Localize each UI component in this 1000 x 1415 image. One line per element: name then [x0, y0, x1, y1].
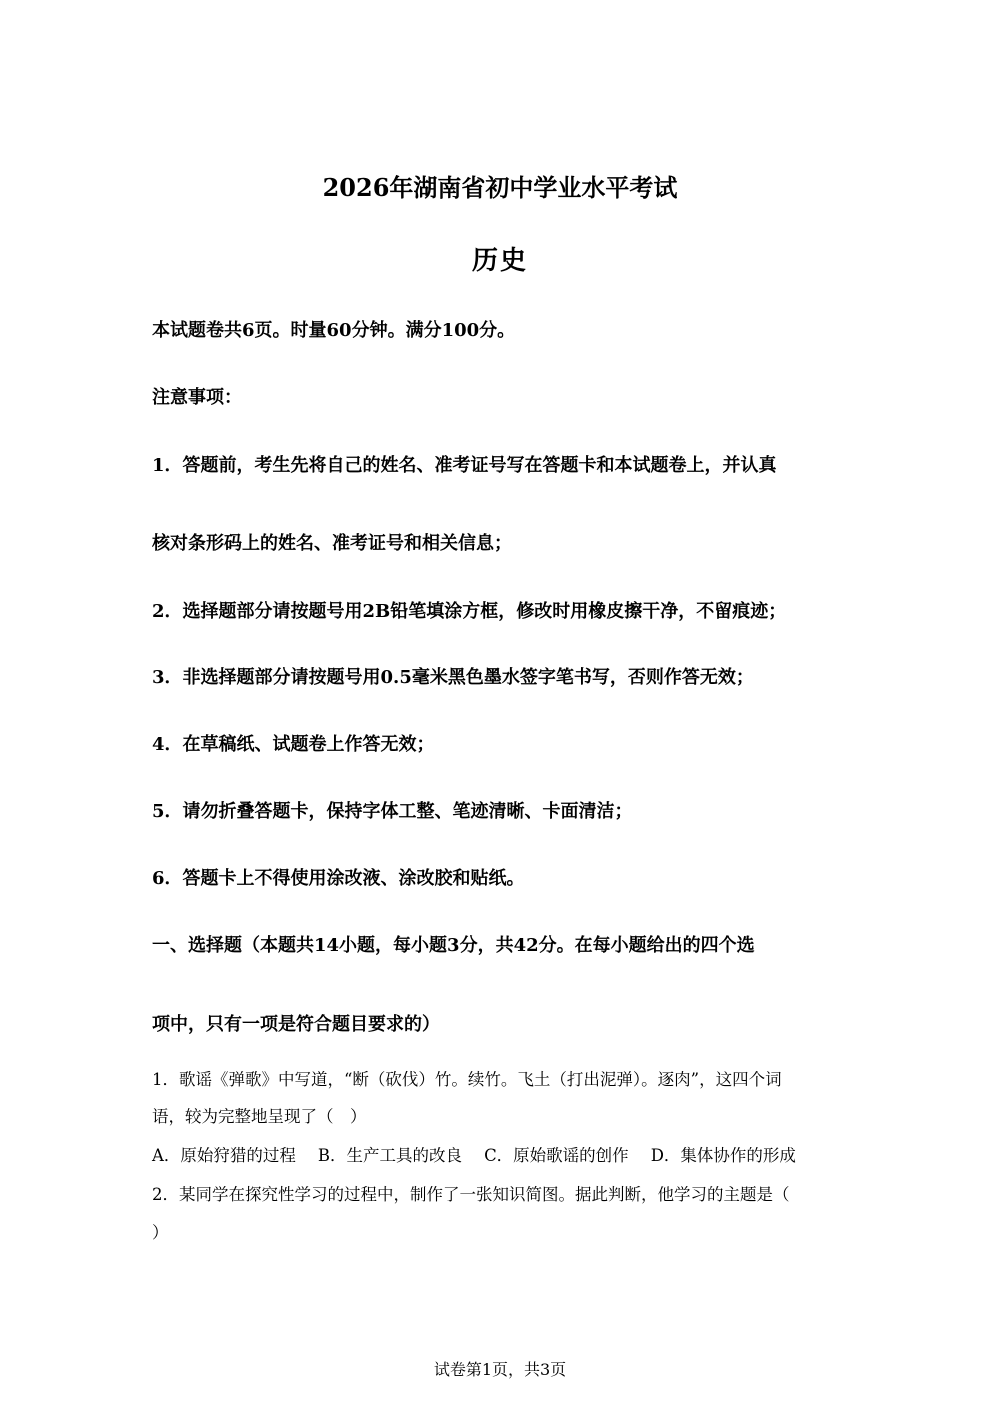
notice-1-line-1: 1．答题前，考生先将自己的姓名、准考证号写在答题卡和本试题卷上，并认真	[152, 455, 777, 476]
exam-title: 2026年湖南省初中学业水平考试	[322, 173, 678, 202]
option-b: B．生产工具的改良	[317, 1146, 463, 1165]
option-c: C．原始歌谣的创作	[484, 1146, 629, 1165]
option-d: D．集体协作的形成	[650, 1146, 796, 1165]
question-1-options	[152, 1142, 796, 1166]
notice-heading: 注意事项：	[152, 387, 242, 408]
notice-2: 2．选择题部分请按题号用2B铅笔填涂方框，修改时用橡皮擦干净，不留痕迹；	[152, 601, 787, 622]
section-heading-line-1: 一、选择题（本题共14小题，每小题3分，共42分。在每小题给出的四个选	[152, 935, 755, 956]
exam-info: 本试题卷共6页。时量60分钟。满分100分。	[152, 320, 516, 341]
notice-3: 3．非选择题部分请按题号用0.5毫米黑色墨水签字笔书写，否则作答无效；	[152, 667, 754, 688]
question-1-line-1: 1．歌谣《弹歌》中写道，“断（砍伐）竹。续竹。飞土（打出泥弹）。逐肉”，这四个词	[152, 1070, 782, 1089]
page-footer: 试卷第1页，共3页	[433, 1360, 567, 1379]
notice-5: 5．请勿折叠答题卡，保持字体工整、笔迹清晰、卡面清洁；	[152, 801, 633, 822]
question-1-line-2: 语，较为完整地呈现了（ ）	[152, 1107, 367, 1126]
option-a: A．原始狩猎的过程	[152, 1146, 296, 1165]
subject-title: 历史	[471, 246, 528, 276]
notice-1-line-2: 核对条形码上的姓名、准考证号和相关信息；	[152, 533, 512, 554]
question-2-line-2: ）	[152, 1223, 169, 1242]
section-heading-line-2: 项中，只有一项是符合题目要求的）	[152, 1014, 440, 1035]
question-2-line-1: 2．某同学在探究性学习的过程中，制作了一张知识简图。据此判断，他学习的主题是（	[152, 1185, 790, 1204]
notice-4: 4．在草稿纸、试题卷上作答无效；	[152, 734, 435, 755]
notice-6: 6．答题卡上不得使用涂改液、涂改胶和贴纸。	[152, 868, 525, 889]
